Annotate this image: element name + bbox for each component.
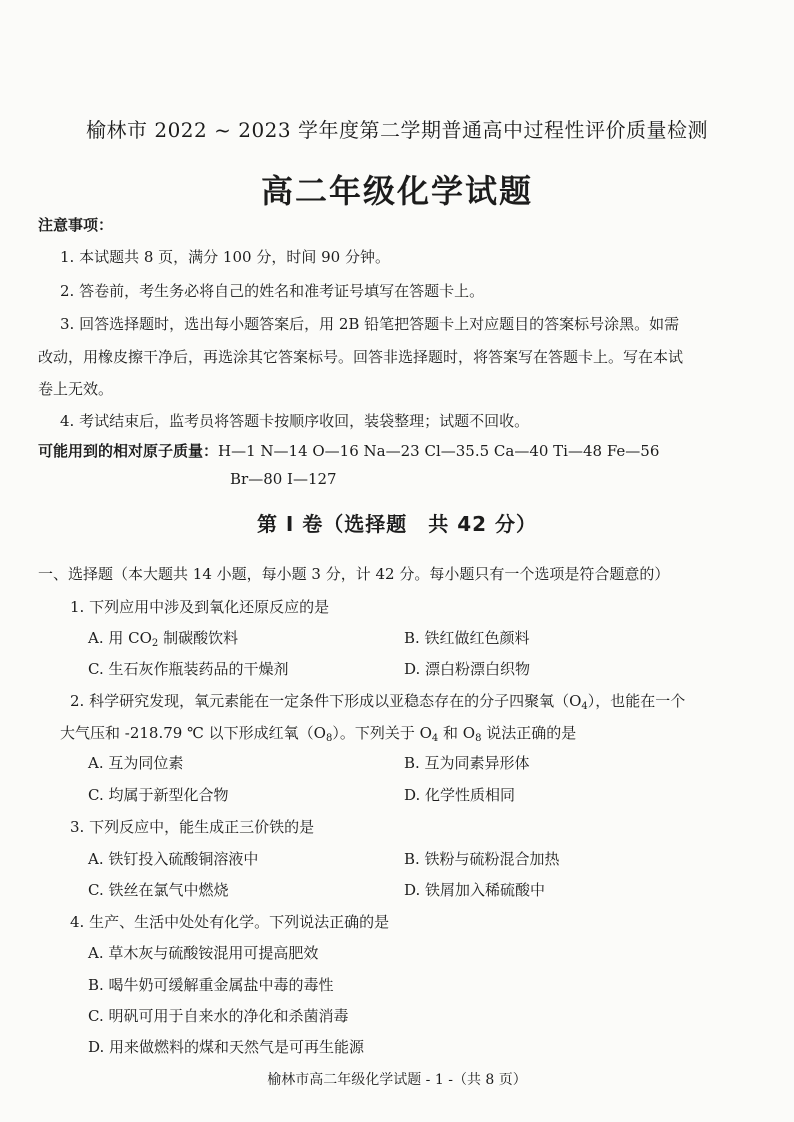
atomic-mass-values-1: H—1 N—14 O—16 Na—23 Cl—35.5 Ca—40 Ti—48 Fe—56 (218, 442, 660, 460)
atomic-mass-label: 可能用到的相对原子质量： (38, 442, 219, 460)
question-2-stem-line-2: 大气压和 -218.79 ℃ 以下形成红氧$(O_8)$。下列关于 $O_4$ 和 $O_8$ 说法正确的是 (60, 724, 577, 744)
question-3-option-d: D. 铁屑加入稀硫酸中 (404, 881, 546, 899)
question-3-stem: 3. 下列反应中，能生成正三价铁的是 (70, 818, 315, 836)
question-2-option-c: C. 均属于新型化合物 (88, 786, 229, 804)
question-3-option-a: A. 铁钉投入硫酸铜溶液中 (88, 850, 259, 868)
question-2-option-a: A. 互为同位素 (88, 754, 184, 772)
question-1-option-c: C. 生石灰作瓶装药品的干燥剂 (88, 660, 289, 678)
question-3-option-c: C. 铁丝在氯气中燃烧 (88, 881, 229, 899)
page-title: 高二年级化学试题 (260, 172, 533, 210)
note-2: 2. 答卷前，考生务必将自己的姓名和准考证号填写在答题卡上。 (60, 282, 485, 300)
note-3-line-1: 3. 回答选择题时，选出每小题答案后，用 2B 铅笔把答题卡上对应题目的答案标号涂黑。如需 (60, 315, 680, 333)
atomic-mass-values-2: Br—80 I—127 (230, 470, 337, 488)
question-1-option-a: A. 用 $CO_2$ 制碳酸饮料 (88, 629, 239, 649)
question-2-option-d: D. 化学性质相同 (404, 786, 516, 804)
exam-header: 榆林市 2022 ~ 2023 学年度第二学期普通高中过程性评价质量检测 (86, 118, 708, 142)
question-3-option-b: B. 铁粉与硫粉混合加热 (404, 850, 560, 868)
question-4-option-d: D. 用来做燃料的煤和天然气是可再生能源 (88, 1038, 365, 1056)
note-1: 1. 本试题共 8 页，满分 100 分，时间 90 分钟。 (60, 248, 390, 266)
question-2-option-b: B. 互为同素异形体 (404, 754, 530, 772)
note-3-line-3: 卷上无效。 (38, 380, 114, 398)
question-1-stem: 1. 下列应用中涉及到氧化还原反应的是 (70, 598, 330, 616)
note-4: 4. 考试结束后，监考员将答题卡按顺序收回，装袋整理；试题不回收。 (60, 412, 530, 430)
question-4-option-a: A. 草木灰与硫酸铵混用可提高肥效 (88, 944, 319, 962)
section-title: 第 Ⅰ 卷（选择题 共 42 分） (256, 512, 538, 536)
atomic-mass-line-1 (38, 440, 659, 461)
question-4-option-b: B. 喝牛奶可缓解重金属盐中毒的毒性 (88, 976, 334, 994)
part-intro: 一、选择题（本大题共 14 小题，每小题 3 分，计 42 分。每小题只有一个选项是符合题意的） (38, 565, 670, 583)
page-footer: 榆林市高二年级化学试题 - 1 -（共 8 页） (267, 1072, 527, 1088)
note-3-line-2: 改动，用橡皮擦干净后，再选涂其它答案标号。回答非选择题时，将答案写在答题卡上。写在本试 (38, 348, 684, 366)
question-4-stem: 4. 生产、生活中处处有化学。下列说法正确的是 (70, 913, 390, 931)
question-1-option-d: D. 漂白粉漂白织物 (404, 660, 531, 678)
question-4-option-c: C. 明矾可用于自来水的净化和杀菌消毒 (88, 1007, 349, 1025)
notes-heading: 注意事项： (38, 216, 114, 234)
question-1-option-b: B. 铁红做红色颜料 (404, 629, 530, 647)
question-2-stem-line-1: 2. 科学研究发现，氧元素能在一定条件下形成以亚稳态存在的分子四聚氧$(O_4)$，也能在一个 (70, 692, 686, 712)
